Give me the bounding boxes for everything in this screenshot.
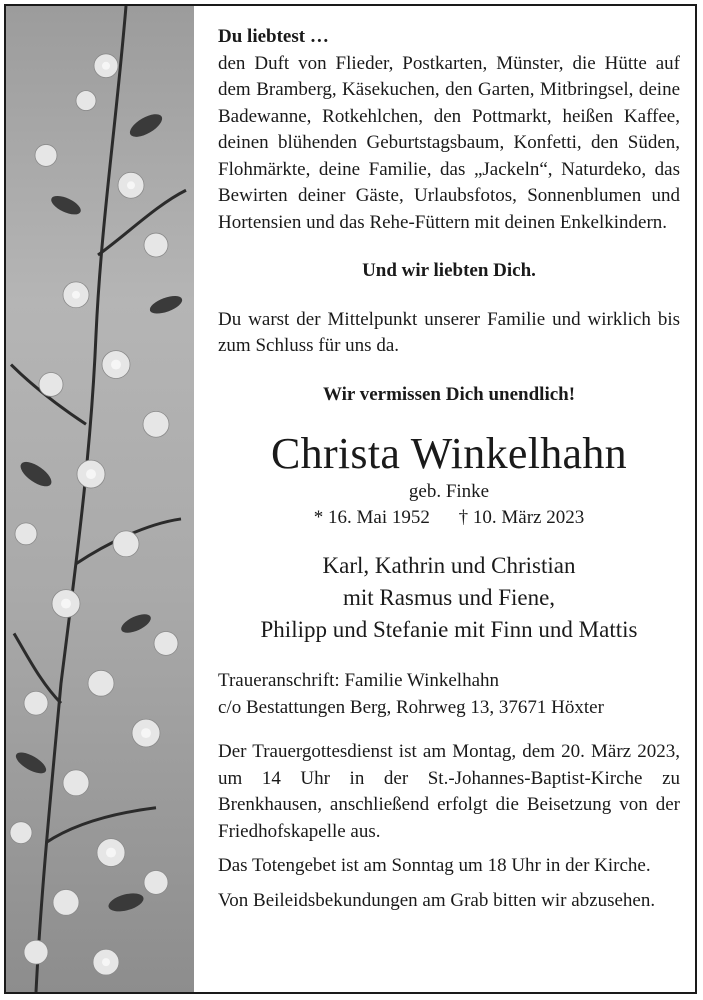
- service-info: Der Trauergottesdienst ist am Montag, dem 20. März 2023, um 14 Uhr in der St.-Johannes-Baptist-Kirche zu Brenkhausen, anschließend erfolgt die Beisetzung von der Friedhofskapelle aus.: [218, 741, 680, 842]
- condolence-note: Von Beileidsbekundungen am Grab bitten wir abzusehen.: [218, 889, 656, 911]
- death-date: † 10. März 2023: [458, 507, 585, 528]
- address-line: c/o Bestattungen Berg, Rohrweg 13, 37671 Höxter: [218, 696, 604, 718]
- center-text: Du warst der Mittelpunkt unserer Familie und wirklich bis zum Schluss für uns da.: [218, 308, 680, 356]
- prayer-info: Das Totengebet ist am Sonntag um 18 Uhr in der Kirche.: [218, 855, 651, 876]
- family-line: Karl, Kathrin und Christian: [322, 553, 576, 578]
- deceased-name: Christa Winkelhahn: [271, 429, 627, 478]
- address-line: Traueranschrift: Familie Winkelhahn: [218, 670, 500, 691]
- blossom-branch-photo: [6, 6, 194, 992]
- family-list: [218, 550, 680, 646]
- intro-heading: Du liebtest …: [218, 26, 329, 47]
- obituary-text: [218, 24, 680, 914]
- obituary-frame: [4, 4, 697, 994]
- family-line: mit Rasmus und Fiene,: [342, 585, 556, 610]
- born-name: geb. Finke: [408, 481, 490, 502]
- birth-date: * 16. Mai 1952: [313, 507, 430, 528]
- intro-text: den Duft von Flieder, Postkarten, Münster, die Hütte auf dem Bramberg, Käsekuchen, den Garten, Mitbringsel, deine Badewanne, Rotkehlchen, den Pottmarkt, heißen Kaffee, deinen blühenden Geburtstagsbaum, Konfetti, den Süden, Flohmärkte, deine Familie, das „Jackeln“, Naturdeko, das Bewirten deiner Gäste, Urlaubsfotos, Sonnenblumen und Hortensien und das Rehe-Füttern mit deinen Enkelkindern.: [218, 52, 680, 233]
- miss-line: Wir vermissen Dich unendlich!: [322, 383, 576, 405]
- family-line: Philipp und Stefanie mit Finn und Mattis: [260, 617, 638, 642]
- life-dates: [218, 504, 680, 532]
- loved-line: Und wir liebten Dich.: [362, 260, 536, 281]
